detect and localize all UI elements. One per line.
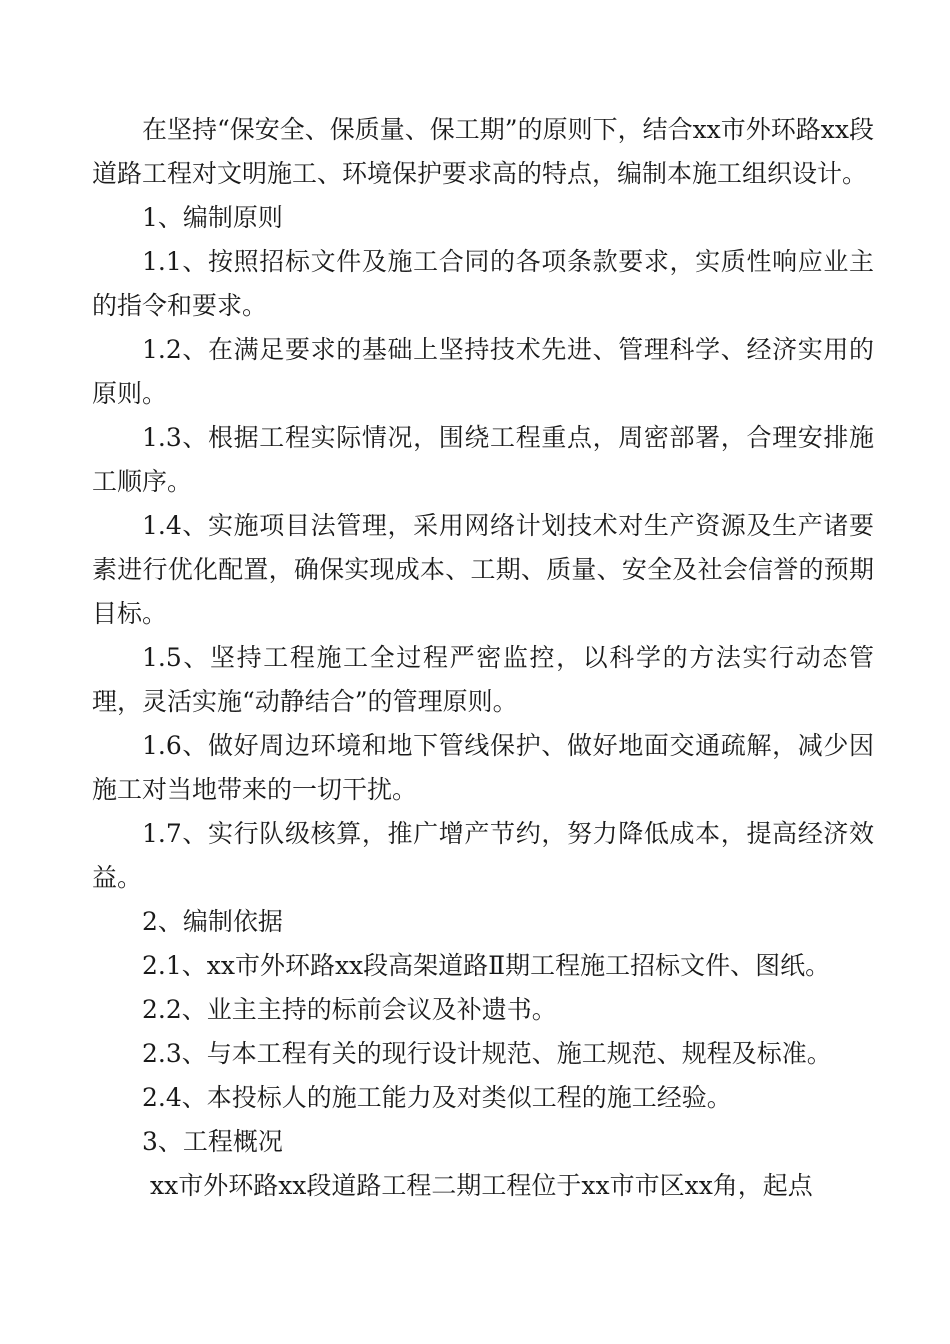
paragraph-2-2: 2.2、业主主持的标前会议及补遗书。 [142, 995, 557, 1024]
document-body [92, 108, 874, 1208]
paragraph-2-4: 2.4、本投标人的施工能力及对类似工程的施工经验。 [142, 1083, 732, 1112]
paragraph-2-1: 2.1、xx市外环路xx段高架道路Ⅱ期工程施工招标文件、图纸。 [142, 951, 831, 980]
section-heading-3: 3、工程概况 [142, 1127, 283, 1156]
paragraph-1-3: 1.3、根据工程实际情况，围绕工程重点，周密部署，合理安排施工顺序。 [92, 423, 874, 496]
paragraph-2-3: 2.3、与本工程有关的现行设计规范、施工规范、规程及标准。 [142, 1039, 832, 1068]
paragraph-1-4: 1.4、实施项目法管理，采用网络计划技术对生产资源及生产诸要素进行优化配置，确保实现成本、工期、质量、安全及社会信誉的预期目标。 [92, 511, 874, 628]
paragraph-3-overview: xx市外环路xx段道路工程二期工程位于xx市市区xx角，起点 [150, 1171, 813, 1200]
intro-paragraph: 在坚持“保安全、保质量、保工期”的原则下，结合xx市外环路xx段道路工程对文明施工、环境保护要求高的特点，编制本施工组织设计。 [92, 115, 874, 188]
section-heading-2: 2、编制依据 [142, 907, 283, 936]
paragraph-1-5: 1.5、坚持工程施工全过程严密监控，以科学的方法实行动态管理，灵活实施“动静结合”的管理原则。 [92, 643, 874, 716]
section-heading-1: 1、编制原则 [142, 203, 283, 232]
paragraph-1-2: 1.2、在满足要求的基础上坚持技术先进、管理科学、经济实用的原则。 [92, 335, 874, 408]
paragraph-1-6: 1.6、做好周边环境和地下管线保护、做好地面交通疏解，减少因施工对当地带来的一切干扰。 [92, 731, 874, 804]
paragraph-1-1: 1.1、按照招标文件及施工合同的各项条款要求，实质性响应业主的指令和要求。 [92, 247, 874, 320]
paragraph-1-7: 1.7、实行队级核算，推广增产节约，努力降低成本，提高经济效益。 [92, 819, 874, 892]
